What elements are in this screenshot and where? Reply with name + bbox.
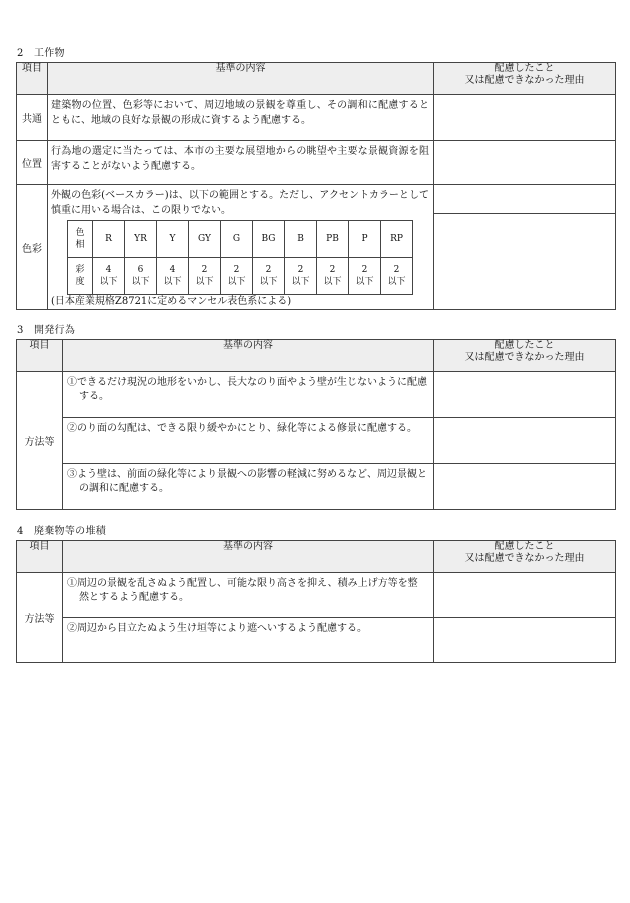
criteria-position: 行為地の選定に当たっては、本市の主要な展望地からの眺望や主要な景観資源を阻害することがないよう配慮する。 bbox=[48, 141, 434, 185]
hue-cell-b: B bbox=[285, 221, 317, 258]
chroma-suffix: 以下 bbox=[259, 277, 278, 287]
chroma-value: 2 bbox=[393, 265, 400, 275]
chroma-suffix: 以下 bbox=[195, 277, 214, 287]
waste-table bbox=[16, 540, 616, 663]
content-header: 基準の内容 bbox=[63, 340, 434, 372]
answer-field-color-bottom[interactable] bbox=[434, 214, 615, 309]
answer-field-color-top[interactable] bbox=[434, 185, 615, 214]
hue-cell-y: Y bbox=[157, 221, 189, 258]
row-label-common: 共通 bbox=[17, 95, 48, 141]
chroma-suffix: 以下 bbox=[163, 277, 182, 287]
chroma-cell-rp bbox=[381, 258, 413, 295]
hue-cell-r: R bbox=[93, 221, 125, 258]
hue-header: 色 相 bbox=[68, 221, 93, 258]
munsell-color-table bbox=[67, 220, 413, 295]
section-3-title: 3 開発行為 bbox=[17, 325, 76, 336]
row-label-method: 方法等 bbox=[17, 372, 63, 510]
hue-cell-rp: RP bbox=[381, 221, 413, 258]
chroma-cell-p bbox=[349, 258, 381, 295]
chroma-suffix: 以下 bbox=[227, 277, 246, 287]
waste-criterion-1: ①周辺の景観を乱さぬよう配置し、可能な限り高さを抑え、積み上げ方等を整然とするよう配慮する。 bbox=[67, 578, 418, 603]
content-header: 基準の内容 bbox=[63, 541, 434, 573]
answer-field-position[interactable] bbox=[434, 141, 616, 185]
chroma-cell-bg bbox=[253, 258, 285, 295]
answer-field-development-3[interactable] bbox=[434, 464, 616, 510]
row-label-method: 方法等 bbox=[17, 573, 63, 663]
development-criterion-3: ③よう壁は、前面の緑化等により景観への影響の軽減に努めるなど、周辺景観との調和に配慮する。 bbox=[67, 469, 427, 494]
item-header: 項目 bbox=[17, 63, 48, 95]
color-criteria-text: 外観の色彩(ベースカラー)は、以下の範囲とする。ただし、アクセントカラーとして慎重に用いる場合は、この限りでない。 bbox=[51, 190, 429, 216]
hue-cell-pb: PB bbox=[317, 221, 349, 258]
chroma-cell-yr bbox=[125, 258, 157, 295]
criteria-common: 建築物の位置、色彩等において、周辺地域の景観を尊重し、その調和に配慮するとともに、地域の良好な景観の形成に資するよう配慮する。 bbox=[48, 95, 434, 141]
chroma-value: 2 bbox=[265, 265, 272, 275]
row-label-position: 位置 bbox=[17, 141, 48, 185]
hue-cell-yr: YR bbox=[125, 221, 157, 258]
content-header: 基準の内容 bbox=[48, 63, 434, 95]
answer-field-development-1[interactable] bbox=[434, 372, 616, 418]
munsell-note: (日本産業規格Z8721に定めるマンセル表色系による) bbox=[51, 296, 292, 307]
hue-cell-g: G bbox=[221, 221, 253, 258]
answer-field-waste-1[interactable] bbox=[434, 573, 616, 618]
chroma-value: 2 bbox=[361, 265, 368, 275]
chroma-suffix: 以下 bbox=[291, 277, 310, 287]
chroma-cell-g bbox=[221, 258, 253, 295]
answer-field-waste-2[interactable] bbox=[434, 618, 616, 663]
answer-field-color bbox=[434, 185, 616, 310]
answer-header: 配慮したこと 又は配慮できなかった理由 bbox=[434, 541, 616, 573]
chroma-suffix: 以下 bbox=[355, 277, 374, 287]
development-table bbox=[16, 339, 616, 510]
row-label-color: 色彩 bbox=[17, 185, 48, 310]
answer-field-development-2[interactable] bbox=[434, 418, 616, 464]
development-criterion-1: ①できるだけ現況の地形をいかし、長大なのり面やよう壁が生じないように配慮する。 bbox=[67, 377, 427, 402]
chroma-value: 2 bbox=[233, 265, 240, 275]
chroma-cell-pb bbox=[317, 258, 349, 295]
chroma-suffix: 以下 bbox=[131, 277, 150, 287]
chroma-cell-r bbox=[93, 258, 125, 295]
chroma-value: 6 bbox=[137, 265, 144, 275]
chroma-header: 彩 度 bbox=[68, 258, 93, 295]
section-2-title: 2 工作物 bbox=[17, 48, 65, 59]
answer-field-common[interactable] bbox=[434, 95, 616, 141]
hue-cell-p: P bbox=[349, 221, 381, 258]
chroma-value: 4 bbox=[169, 265, 176, 275]
chroma-cell-y bbox=[157, 258, 189, 295]
waste-criterion-2: ②周辺から目立たぬよう生け垣等により遮へいするよう配慮する。 bbox=[67, 623, 367, 634]
chroma-value: 2 bbox=[297, 265, 304, 275]
chroma-cell-b bbox=[285, 258, 317, 295]
criteria-color bbox=[48, 185, 434, 310]
answer-header: 配慮したこと 又は配慮できなかった理由 bbox=[434, 63, 616, 95]
chroma-value: 4 bbox=[105, 265, 112, 275]
chroma-suffix: 以下 bbox=[387, 277, 406, 287]
chroma-cell-gy bbox=[189, 258, 221, 295]
chroma-value: 2 bbox=[201, 265, 208, 275]
structures-table bbox=[16, 62, 616, 310]
development-criterion-2: ②のり面の勾配は、できる限り緩やかにとり、緑化等による修景に配慮する。 bbox=[67, 423, 417, 434]
chroma-suffix: 以下 bbox=[323, 277, 342, 287]
item-header: 項目 bbox=[17, 541, 63, 573]
chroma-value: 2 bbox=[329, 265, 336, 275]
hue-cell-gy: GY bbox=[189, 221, 221, 258]
chroma-suffix: 以下 bbox=[99, 277, 118, 287]
section-4-title: 4 廃棄物等の堆積 bbox=[17, 526, 107, 537]
item-header: 項目 bbox=[17, 340, 63, 372]
hue-cell-bg: BG bbox=[253, 221, 285, 258]
answer-header: 配慮したこと 又は配慮できなかった理由 bbox=[434, 340, 616, 372]
